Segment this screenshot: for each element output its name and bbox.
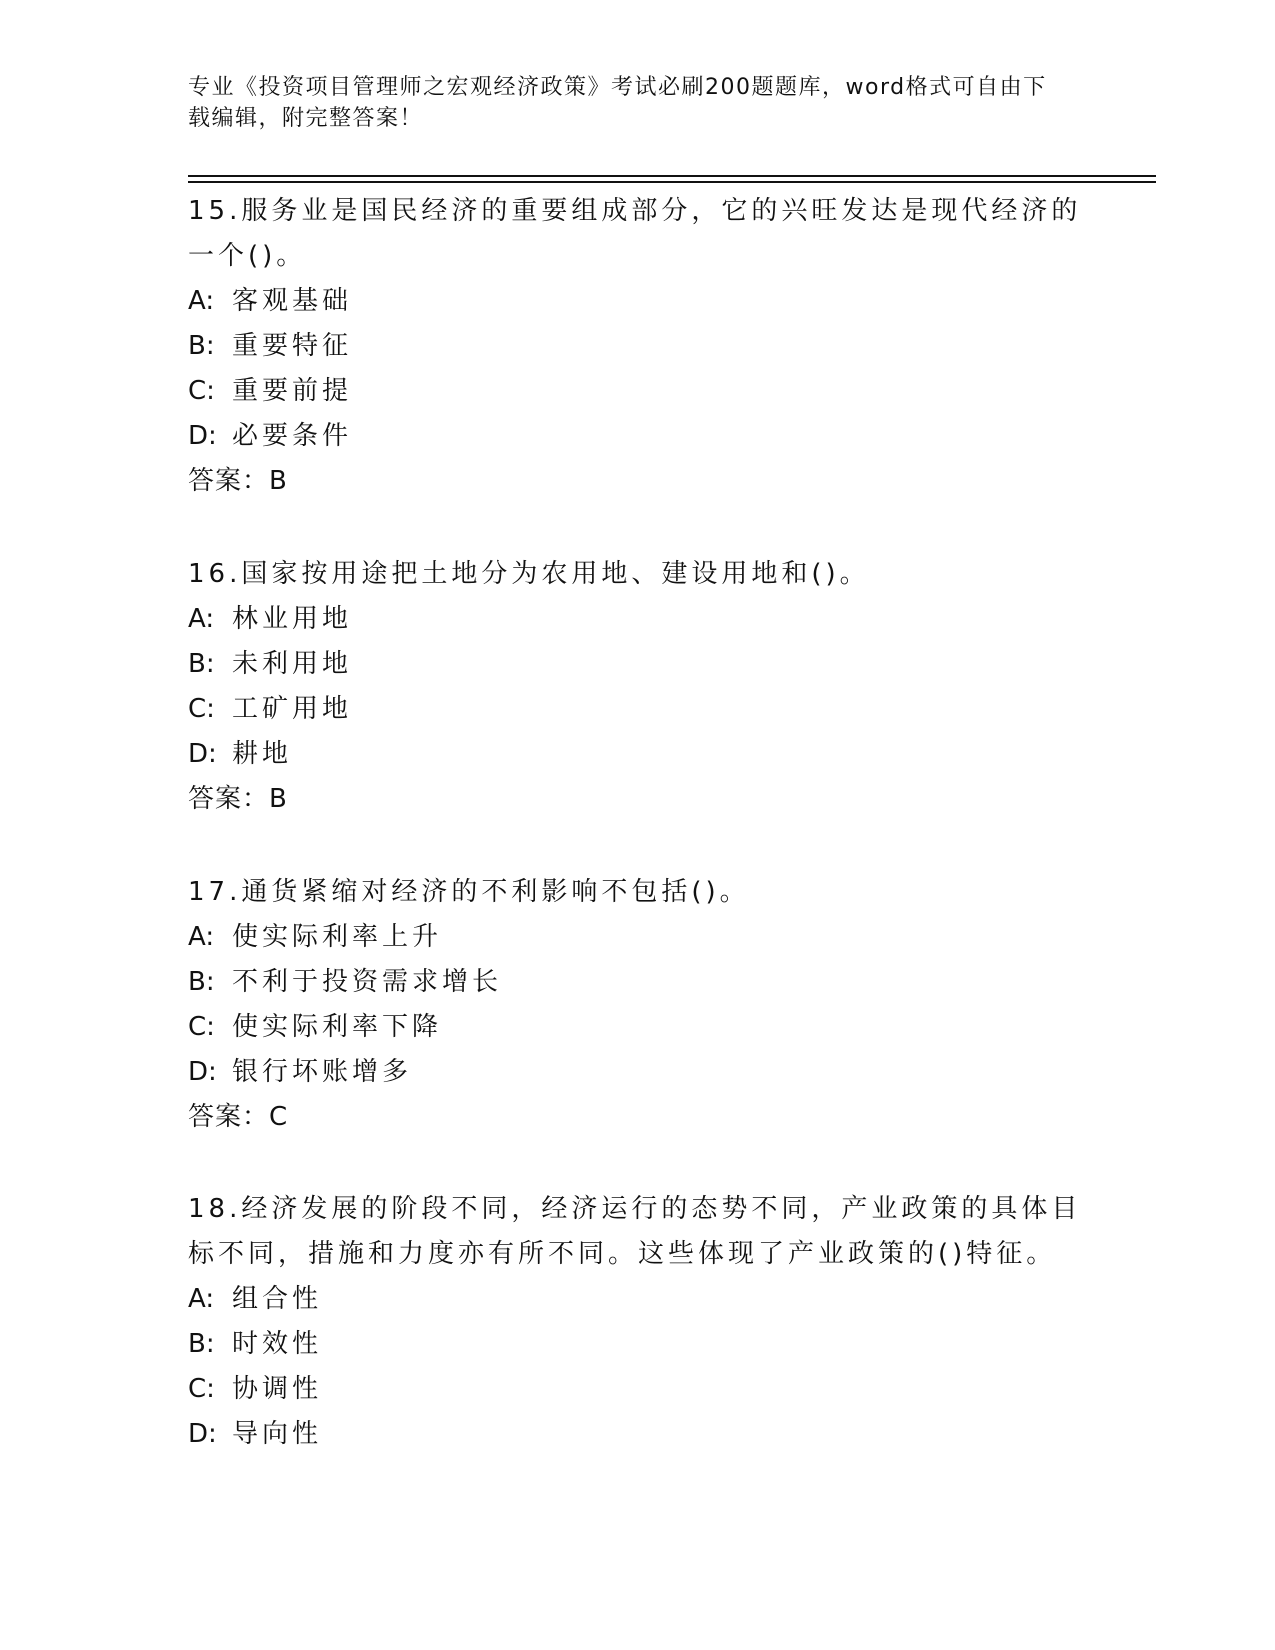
question-18	[188, 1187, 1088, 1457]
option-key: C:	[188, 376, 215, 406]
option-text: 未利用地	[232, 649, 353, 679]
option-text: 导向性	[232, 1419, 323, 1449]
question-stem: 17.通货紧缩对经济的不利影响不包括()。	[188, 877, 750, 907]
option-text: 协调性	[232, 1374, 323, 1404]
option-d	[188, 732, 1088, 777]
option-key: A:	[188, 286, 215, 316]
option-text: 银行坏账增多	[232, 1057, 413, 1087]
answer-line: 答案：B	[188, 784, 288, 814]
option-c	[188, 369, 1088, 414]
option-a	[188, 1277, 1088, 1322]
option-key: C:	[188, 694, 215, 724]
option-a	[188, 915, 1088, 960]
document-header: 专业《投资项目管理师之宏观经济政策》考试必刷200题题库，word格式可自由下载编辑，附完整答案！	[188, 75, 1047, 131]
option-key: A:	[188, 604, 215, 634]
option-text: 使实际利率下降	[232, 1012, 443, 1042]
option-text: 使实际利率上升	[232, 922, 443, 952]
option-key: C:	[188, 1012, 215, 1042]
option-b	[188, 1322, 1088, 1367]
option-key: C:	[188, 1374, 215, 1404]
question-stem: 16.国家按用途把土地分为农用地、建设用地和()。	[188, 559, 870, 589]
option-text: 必要条件	[232, 421, 353, 451]
option-key: A:	[188, 1284, 215, 1314]
question-16	[188, 552, 1088, 822]
option-b	[188, 642, 1088, 687]
option-c	[188, 1367, 1088, 1412]
question-stem: 18.经济发展的阶段不同，经济运行的态势不同，产业政策的具体目标不同，措施和力度亦有所不同。这些体现了产业政策的()特征。	[188, 1194, 1082, 1269]
option-text: 时效性	[232, 1329, 323, 1359]
option-text: 重要前提	[232, 376, 353, 406]
option-key: D:	[188, 1057, 217, 1087]
option-key: B:	[188, 331, 215, 361]
option-text: 客观基础	[232, 286, 353, 316]
option-text: 不利于投资需求增长	[232, 967, 503, 997]
answer-line: 答案：B	[188, 466, 288, 496]
question-17	[188, 870, 1088, 1140]
option-d	[188, 414, 1088, 459]
option-key: D:	[188, 739, 217, 769]
option-text: 林业用地	[232, 604, 353, 634]
option-text: 耕地	[232, 739, 293, 769]
option-b	[188, 960, 1088, 1005]
option-a	[188, 597, 1088, 642]
option-key: A:	[188, 922, 215, 952]
option-c	[188, 1005, 1088, 1050]
answer-line: 答案：C	[188, 1102, 289, 1132]
option-key: B:	[188, 967, 215, 997]
option-b	[188, 324, 1088, 369]
header-divider-top	[188, 175, 1156, 177]
option-text: 重要特征	[232, 331, 353, 361]
option-key: D:	[188, 1419, 217, 1449]
option-key: B:	[188, 649, 215, 679]
option-key: D:	[188, 421, 217, 451]
option-a	[188, 279, 1088, 324]
header-divider-bottom	[188, 181, 1156, 183]
question-15	[188, 189, 1088, 504]
option-d	[188, 1412, 1088, 1457]
option-d	[188, 1050, 1088, 1095]
option-text: 组合性	[232, 1284, 323, 1314]
option-c	[188, 687, 1088, 732]
question-stem: 15.服务业是国民经济的重要组成部分，它的兴旺发达是现代经济的一个()。	[188, 196, 1082, 271]
option-key: B:	[188, 1329, 215, 1359]
option-text: 工矿用地	[232, 694, 353, 724]
